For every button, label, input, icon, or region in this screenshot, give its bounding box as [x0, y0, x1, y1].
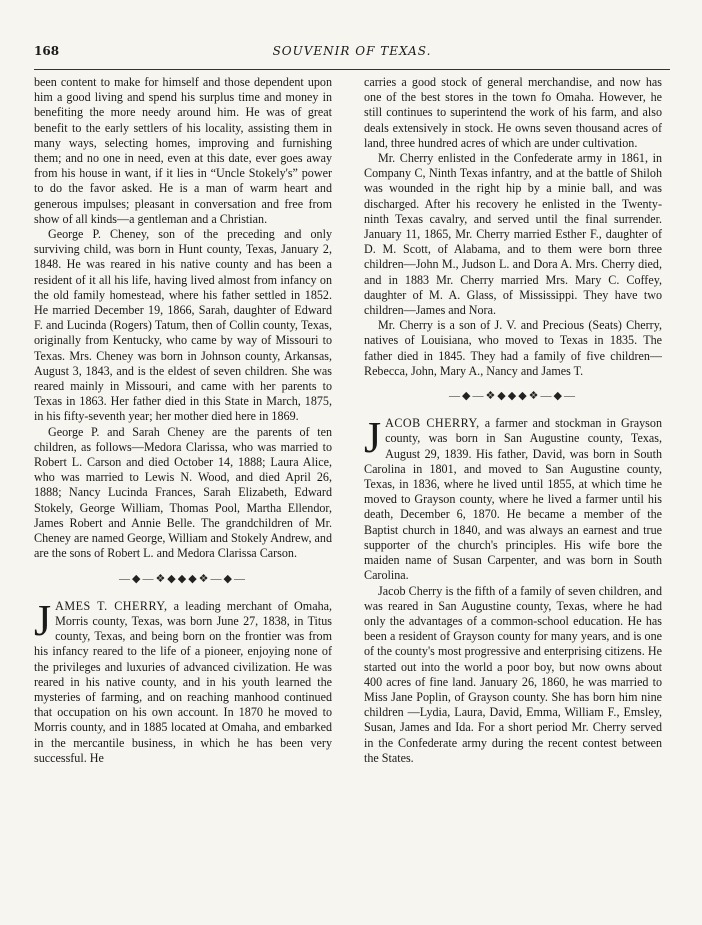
header-rule	[34, 69, 670, 70]
entry-text: a farmer and stockman in Grayson county, was born in San Augustine county, Texas, August 29, 1839. His father, David, was born in South Carolina in 1801, and moved to San Augustine county, Texas, in 1836, where he lived until 1855, at which time he moved to Grayson county, where he lived a farmer until his death, December 6, 1870. He became a member of the Baptist church in 1840, and was always an earnest and true supporter of the church's principles. His wife bore the maiden name of Susan Carpenter, and was born in South Carolina.	[364, 416, 662, 583]
paragraph: been content to make for himself and those dependent upon him a good living and spend his surplus time and money in benefiting the more needy around him. He was of great benefit to the early settlers of his locality, assisting them in many ways, selecting homes, improving and furnishing them; and no one in need, even at this date, ever goes away from his house in want, if it lies in “Uncle Stokely's” power to do the favor asked. He is a man of warm heart and generous impulses; pleasant in conversation and free from show of all kinds—a gentleman and a Christian.	[34, 75, 332, 226]
left-column	[34, 75, 332, 766]
page-header	[34, 44, 670, 64]
paragraph: George P. Cheney, son of the preceding and only surviving child, was born in Hunt county, Texas, January 2, 1848. He was reared in his native county and has been a resident of it all his life, having lived almost from infancy on the old family homestead, where his father settled in 1852. He married December 19, 1866, Sarah, daughter of Edward F. and Lucinda (Rogers) Tatum, then of Collin county, Texas, originally from Kentucky, who came by way of Missouri to Texas. Mrs. Cheney was born in Johnson county, Arkansas, August 3, 1843, and is the eldest of seven children. She was reared mainly in Missouri, and came with her parents to Texas in 1863. Her father died in this State in March, 1875, in his fifty-seventh year; her mother died here in 1869.	[34, 227, 332, 424]
running-title: SOUVENIR OF TEXAS.	[272, 44, 432, 58]
entry-name: ACOB CHERRY,	[385, 416, 480, 431]
paragraph: George P. and Sarah Cheney are the parents of ten children, as follows—Medora Clarissa, who was married to Robert L. Carson and died October 14, 1888; Laura Alice, who was married to Lewis N. Wood, and died April 26, 1888; Nancy Lucinda Frances, Sarah Elizabeth, Edward Stokely, George William, Thomas Pool, Martha Ellendor, James Robert and Annie Belle. The grandchildren of Mr. Cheney are named George, William and Stokely Andrew, and are the sons of Robert L. and Medora Clarissa Carson.	[34, 424, 332, 561]
section-ornament: —◆—❖◆◆◆❖—◆—	[448, 390, 578, 403]
entry-text: a leading merchant of Omaha, Morris county, Texas, was born June 27, 1838, in Titus county, Texas, and being born on the frontier was from his infancy reared to the life of a pioneer, enjoying none of the privileges and luxuries of advanced civilization. He was reared in his native county, and in his youth learned the mysteries of farming, and on reaching manhood continued that occupation on his own account. In 1870 he moved to Morris county, and in 1885 located at Omaha, and embarked in the mercantile business, in which he has been very successful. He	[34, 598, 333, 765]
entry-name: AMES T. CHERRY,	[55, 598, 168, 613]
drop-cap: J	[34, 595, 52, 645]
paragraph: Mr. Cherry enlisted in the Confederate army in 1861, in Company C, Ninth Texas infantry, and at the battle of Shiloh was wounded in the right hip by a minie ball, and was discharged. After his recovery he enlisted in the Twenty-ninth Texas cavalry, and served until the final surrender. January 11, 1865, Mr. Cherry married Esther F., daughter of D. M. Scott, of Alabama, and to them were born three children—John M., Judson L. and Dora A. Mrs. Cherry died, and in 1883 Mr. Cherry married Mrs. Mary C. Coffey, daughter of M. A. Glass, of Mississippi. They have two children—James and Nora.	[364, 151, 662, 318]
paragraph: Jacob Cherry is the fifth of a family of seven children, and was reared in San Augustine county, Texas, where he had only the advantages of a common-school education. He has been a resident of Grayson county for many years, and is one of the county's most progressive and enterprising citizens. He started out into the world a poor boy, but now owns about 400 acres of fine land. January 26, 1860, he was married to Miss Jane Poplin, of Grayson county. She has born him nine children —Lydia, Laura, David, Emma, William F., Emsley, Susan, James and Ida. For a short period Mr. Cherry served in the Confederate army during the recent contest between the States.	[364, 583, 662, 765]
biography-entry	[34, 595, 333, 766]
paragraph: carries a good stock of general merchandise, and now has one of the best stores in the town fo Omaha. However, he still continues to superintend the work of his farm, and also deals extensively in stock. He owns seven thousand acres of land, three hundred acres of which are under cultivation.	[364, 75, 662, 150]
section-ornament: —◆—❖◆◆◆❖—◆—	[118, 572, 248, 585]
paragraph: Mr. Cherry is a son of J. V. and Precious (Seats) Cherry, natives of Louisiana, who moved to Texas in 1835. The father died in 1845. They had a family of five children—Rebecca, John, Mary A., Nancy and James T.	[364, 318, 662, 378]
right-column	[364, 75, 662, 766]
page-number: 168	[34, 44, 60, 58]
biography-entry	[364, 413, 662, 583]
drop-cap: J	[364, 413, 382, 463]
